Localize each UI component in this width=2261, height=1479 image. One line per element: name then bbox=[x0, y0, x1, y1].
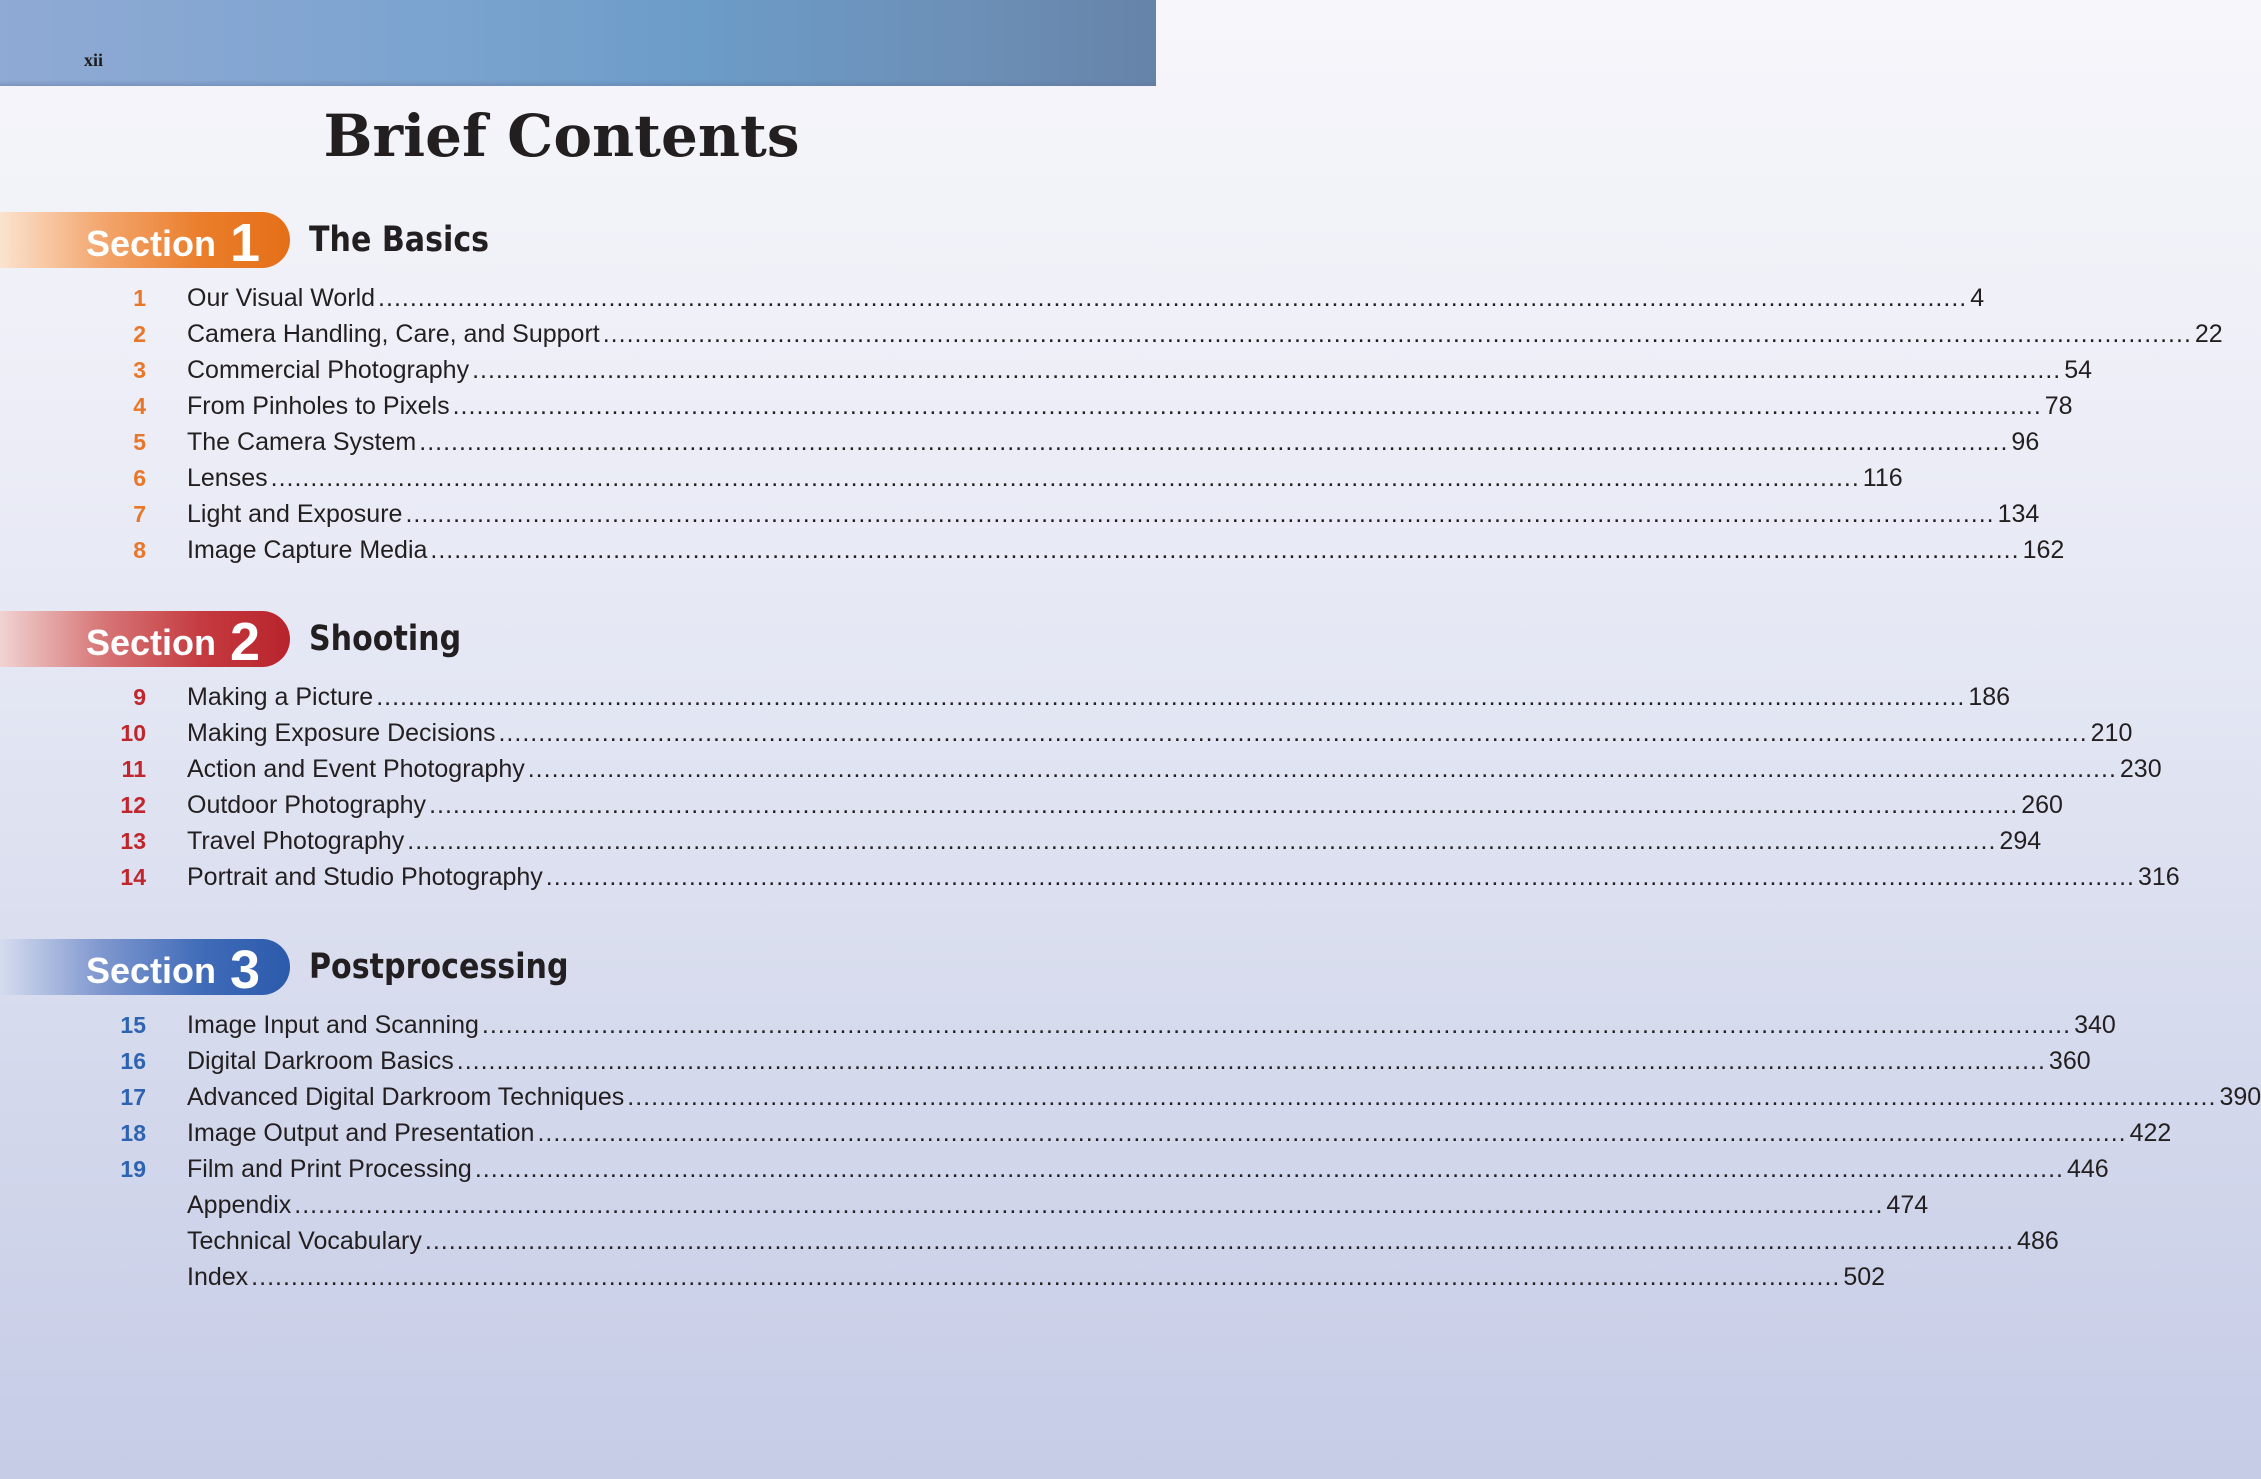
toc-entry[interactable] bbox=[0, 1261, 1886, 1297]
chapter-number: 9 bbox=[133, 684, 146, 710]
entry-line bbox=[187, 1155, 2109, 1184]
dot-leader: ........................................................................................................................................................................................................ bbox=[481, 1011, 2072, 1039]
toc-entry[interactable] bbox=[0, 498, 2040, 534]
toc-entry[interactable] bbox=[0, 1189, 1929, 1225]
chapter-title: Appendix bbox=[187, 1191, 292, 1219]
page-ref: 96 bbox=[2011, 428, 2040, 456]
chapter-number: 12 bbox=[120, 792, 146, 818]
toc-entry[interactable] bbox=[0, 1009, 2116, 1045]
chapter-title: Action and Event Photography bbox=[187, 755, 525, 783]
dot-leader: ........................................................................................................................................................................................................ bbox=[270, 464, 1860, 492]
chapter-title: Outdoor Photography bbox=[187, 791, 427, 819]
dot-leader: ........................................................................................................................................................................................................ bbox=[498, 719, 2088, 747]
chapter-title: Our Visual World bbox=[187, 284, 376, 312]
entry-line bbox=[187, 284, 1985, 313]
page-ref: 316 bbox=[2137, 863, 2180, 891]
chapter-title: Lenses bbox=[187, 464, 268, 492]
toc-entry[interactable] bbox=[0, 1081, 2261, 1117]
section-banner bbox=[0, 939, 290, 1000]
page-ref: 360 bbox=[2048, 1047, 2091, 1075]
dot-leader: ........................................................................................................................................................................................................ bbox=[527, 755, 2117, 783]
dot-leader: ........................................................................................................................................................................................................ bbox=[452, 392, 2042, 420]
toc-entry[interactable] bbox=[0, 426, 2040, 462]
dot-leader: ........................................................................................................................................................................................................ bbox=[424, 1227, 2015, 1255]
chapter-title: Technical Vocabulary bbox=[187, 1227, 422, 1255]
page-ref: 210 bbox=[2090, 719, 2133, 747]
dot-leader: ........................................................................................................................................................................................................ bbox=[419, 428, 2009, 456]
toc-entry[interactable] bbox=[0, 354, 2093, 390]
chapter-title: Digital Darkroom Basics bbox=[187, 1047, 454, 1075]
section-number: 1 bbox=[230, 213, 261, 273]
chapter-number: 10 bbox=[120, 720, 146, 746]
dot-leader: ........................................................................................................................................................................................................ bbox=[430, 536, 2020, 564]
entry-line bbox=[187, 1047, 2091, 1076]
chapter-number: 6 bbox=[133, 465, 146, 491]
page-ref: 186 bbox=[1968, 683, 2011, 711]
page-ref: 54 bbox=[2064, 356, 2093, 384]
page-ref: 22 bbox=[2194, 320, 2223, 348]
toc-entry[interactable] bbox=[0, 825, 2042, 861]
toc-entry[interactable] bbox=[0, 462, 1903, 498]
section-label: Section bbox=[86, 223, 217, 264]
entry-line bbox=[187, 392, 2073, 421]
chapter-number: 8 bbox=[133, 537, 146, 563]
chapter-number: 5 bbox=[133, 429, 146, 455]
entry-line bbox=[187, 1011, 2116, 1040]
chapter-title: Film and Print Processing bbox=[187, 1155, 472, 1183]
entry-line bbox=[187, 1191, 1929, 1220]
chapter-title: Commercial Photography bbox=[187, 356, 470, 384]
section-title: The Basics bbox=[309, 220, 490, 260]
section-number: 3 bbox=[230, 940, 261, 1000]
chapter-number: 19 bbox=[120, 1156, 146, 1182]
chapter-number: 13 bbox=[120, 828, 146, 854]
chapter-title: Image Capture Media bbox=[187, 536, 428, 564]
entry-list bbox=[0, 681, 2180, 897]
entry-line bbox=[187, 536, 2065, 565]
chapter-title: Light and Exposure bbox=[187, 500, 403, 528]
dot-leader: ........................................................................................................................................................................................................ bbox=[545, 863, 2135, 891]
page-number: xii bbox=[84, 50, 104, 70]
chapter-title: Making a Picture bbox=[187, 683, 374, 711]
section-banner bbox=[0, 212, 290, 273]
dot-leader: ........................................................................................................................................................................................................ bbox=[294, 1191, 1884, 1219]
entry-line bbox=[187, 1083, 2261, 1112]
chapter-title: From Pinholes to Pixels bbox=[187, 392, 450, 420]
section-label: Section bbox=[86, 622, 217, 663]
toc-entry[interactable] bbox=[0, 390, 2073, 426]
toc-entry[interactable] bbox=[0, 1117, 2172, 1153]
dot-leader: ........................................................................................................................................................................................................ bbox=[407, 827, 1997, 855]
chapter-number: 3 bbox=[133, 357, 146, 383]
page-ref: 134 bbox=[1997, 500, 2040, 528]
toc-entry[interactable] bbox=[0, 789, 2063, 825]
dot-leader: ........................................................................................................................................................................................................ bbox=[251, 1263, 1841, 1291]
entry-line bbox=[187, 791, 2063, 820]
entry-list bbox=[0, 282, 2223, 570]
entry-line bbox=[187, 1119, 2172, 1148]
page-title: Brief Contents bbox=[323, 102, 800, 170]
page-ref: 4 bbox=[1970, 284, 1985, 312]
toc-entry[interactable] bbox=[0, 717, 2133, 753]
toc-entry[interactable] bbox=[0, 282, 1985, 318]
section-title: Shooting bbox=[309, 619, 462, 659]
dot-leader: ........................................................................................................................................................................................................ bbox=[456, 1047, 2046, 1075]
chapter-number: 11 bbox=[121, 756, 146, 782]
entry-line bbox=[187, 827, 2042, 856]
chapter-title: The Camera System bbox=[187, 428, 417, 456]
chapter-number: 1 bbox=[133, 285, 146, 311]
dot-leader: ........................................................................................................................................................................................................ bbox=[472, 356, 2062, 384]
entry-line bbox=[187, 320, 2223, 349]
page-ref: 502 bbox=[1843, 1263, 1886, 1291]
entry-line bbox=[187, 719, 2133, 748]
chapter-title: Portrait and Studio Photography bbox=[187, 863, 543, 891]
page-ref: 294 bbox=[1999, 827, 2042, 855]
entry-line bbox=[187, 464, 1903, 493]
chapter-title: Making Exposure Decisions bbox=[187, 719, 496, 747]
chapter-number: 14 bbox=[120, 864, 146, 890]
page-ref: 474 bbox=[1886, 1191, 1929, 1219]
dot-leader: ........................................................................................................................................................................................................ bbox=[378, 284, 1968, 312]
entry-list bbox=[0, 1009, 2261, 1297]
chapter-title: Image Output and Presentation bbox=[187, 1119, 535, 1147]
chapter-number: 15 bbox=[120, 1012, 146, 1038]
section-title: Postprocessing bbox=[309, 947, 569, 987]
toc-entry[interactable] bbox=[0, 318, 2223, 354]
toc-entry[interactable] bbox=[0, 534, 2065, 570]
entry-line bbox=[187, 1263, 1886, 1292]
entry-line bbox=[187, 1227, 2059, 1256]
section-number: 2 bbox=[230, 612, 261, 672]
entry-line bbox=[187, 428, 2040, 457]
toc-entry[interactable] bbox=[0, 1153, 2109, 1189]
dot-leader: ........................................................................................................................................................................................................ bbox=[537, 1119, 2127, 1147]
chapter-title: Travel Photography bbox=[187, 827, 405, 855]
chapter-title: Image Input and Scanning bbox=[187, 1011, 479, 1039]
toc-entry[interactable] bbox=[0, 753, 2162, 789]
header-bar bbox=[0, 0, 1156, 86]
section-banner bbox=[0, 611, 290, 672]
dot-leader: ........................................................................................................................................................................................................ bbox=[627, 1083, 2217, 1111]
toc-entry[interactable] bbox=[0, 1225, 2059, 1261]
page-ref: 340 bbox=[2074, 1011, 2116, 1039]
page-ref: 230 bbox=[2119, 755, 2162, 783]
chapter-number: 2 bbox=[133, 321, 146, 347]
chapter-title: Advanced Digital Darkroom Techniques bbox=[187, 1083, 625, 1111]
page-ref: 78 bbox=[2044, 392, 2073, 420]
toc-entry[interactable] bbox=[0, 1045, 2091, 1081]
page-ref: 446 bbox=[2067, 1155, 2109, 1183]
chapter-title: Index bbox=[187, 1263, 249, 1291]
entry-line bbox=[187, 755, 2162, 784]
dot-leader: ........................................................................................................................................................................................................ bbox=[429, 791, 2019, 819]
chapter-number: 7 bbox=[133, 501, 146, 527]
page-ref: 162 bbox=[2022, 536, 2065, 564]
section-label: Section bbox=[86, 950, 217, 991]
page-ref: 422 bbox=[2129, 1119, 2172, 1147]
dot-leader: ........................................................................................................................................................................................................ bbox=[602, 320, 2192, 348]
entry-line bbox=[187, 863, 2180, 892]
page-ref: 486 bbox=[2017, 1227, 2059, 1255]
chapter-number: 18 bbox=[120, 1120, 146, 1146]
chapter-number: 4 bbox=[133, 393, 146, 419]
chapter-number: 16 bbox=[120, 1048, 146, 1074]
dot-leader: ........................................................................................................................................................................................................ bbox=[376, 683, 1966, 711]
chapter-title: Camera Handling, Care, and Support bbox=[187, 320, 600, 348]
entry-line bbox=[187, 356, 2093, 385]
toc-entry[interactable] bbox=[0, 861, 2180, 897]
chapter-number: 17 bbox=[120, 1084, 146, 1110]
dot-leader: ........................................................................................................................................................................................................ bbox=[405, 500, 1995, 528]
page-ref: 390 bbox=[2219, 1083, 2261, 1111]
page-ref: 116 bbox=[1862, 464, 1903, 492]
dot-leader: ........................................................................................................................................................................................................ bbox=[474, 1155, 2064, 1183]
toc-entry[interactable] bbox=[0, 681, 2011, 717]
page-ref: 260 bbox=[2021, 791, 2063, 819]
entry-line bbox=[187, 500, 2040, 529]
entry-line bbox=[187, 683, 2011, 712]
